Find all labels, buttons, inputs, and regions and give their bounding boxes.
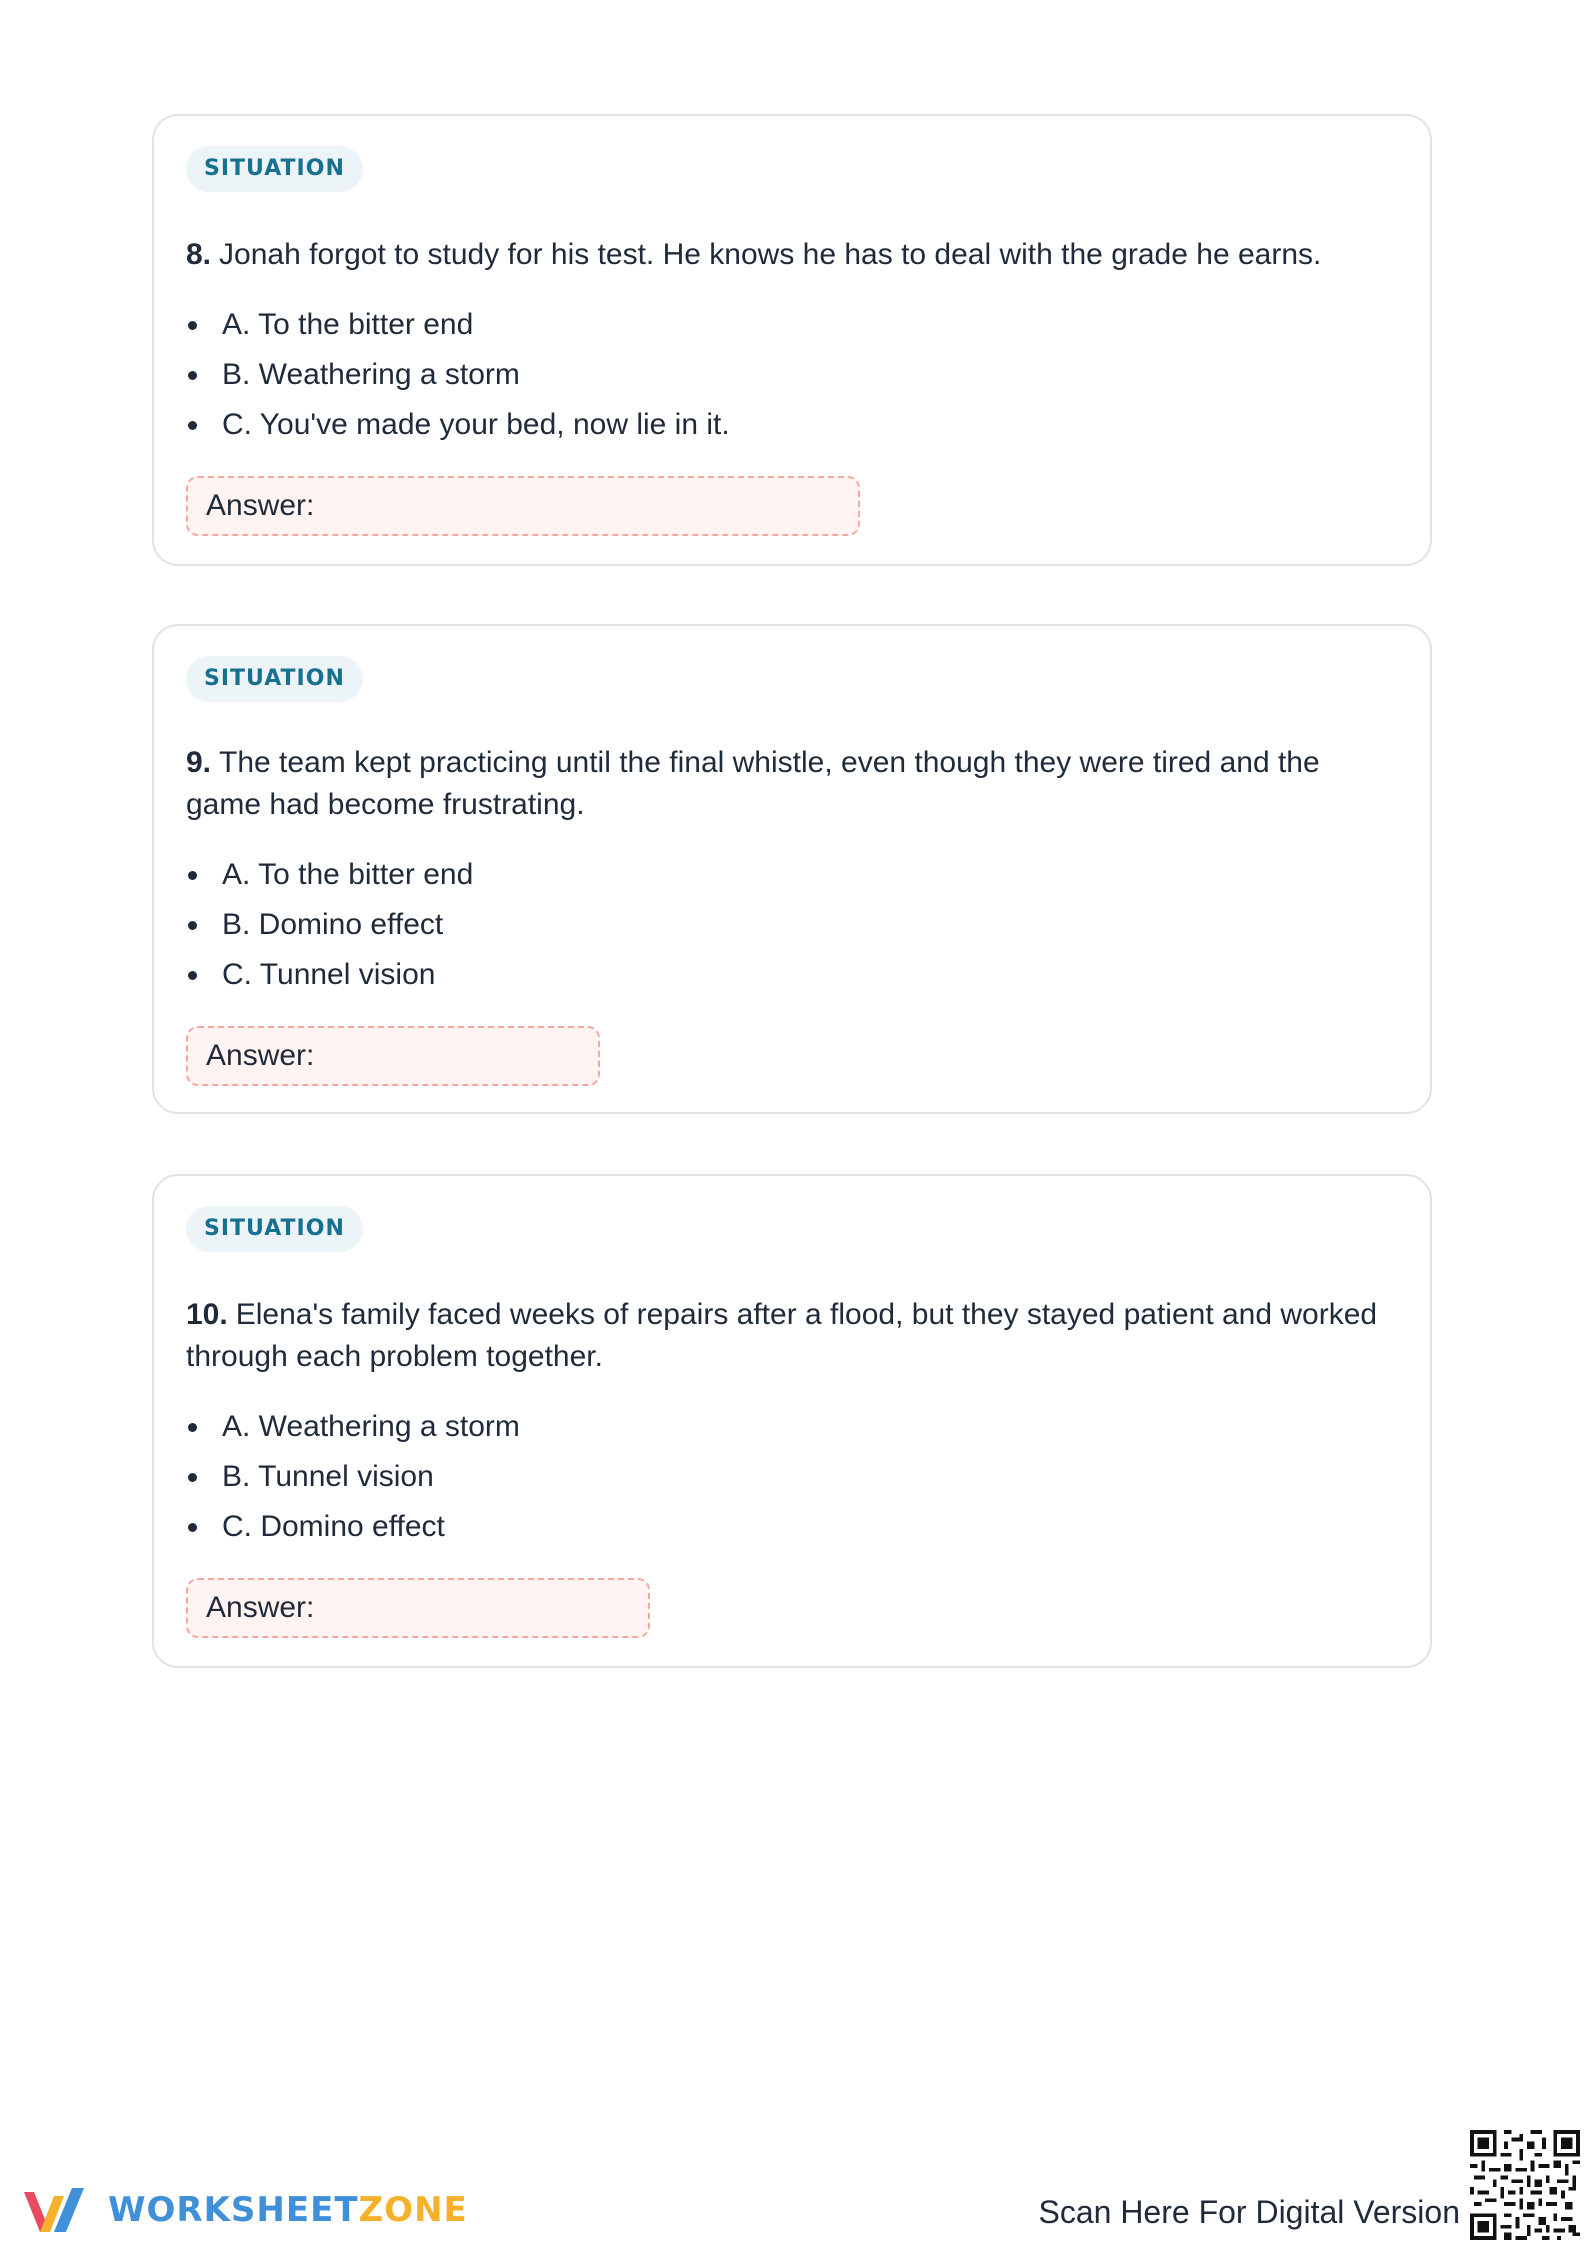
answer-field[interactable]: Answer: xyxy=(186,476,860,536)
answer-field[interactable]: Answer: xyxy=(186,1578,650,1638)
question-text xyxy=(186,1294,1390,1378)
bullet-icon xyxy=(188,321,197,330)
option-label: B. Tunnel vision xyxy=(222,1460,434,1493)
option-item xyxy=(186,350,730,400)
bullet-icon xyxy=(188,1473,197,1482)
bullet-icon xyxy=(188,921,197,930)
situation-badge: SITUATION xyxy=(186,146,363,192)
brand-name xyxy=(108,2190,468,2230)
option-label: A. Weathering a storm xyxy=(222,1410,520,1443)
bullet-icon xyxy=(188,421,197,430)
option-item xyxy=(186,300,730,350)
answer-field[interactable]: Answer: xyxy=(186,1026,600,1086)
option-item xyxy=(186,1402,520,1452)
bullet-icon xyxy=(188,871,197,880)
question-body: Jonah forgot to study for his test. He knows he has to deal with the grade he earns. xyxy=(219,238,1322,271)
options-list xyxy=(186,1402,520,1552)
question-text xyxy=(186,234,1390,276)
bullet-icon xyxy=(188,371,197,380)
option-label: C. Tunnel vision xyxy=(222,958,436,991)
question-card-10 xyxy=(152,1174,1432,1668)
worksheetzone-logo-icon xyxy=(20,2182,94,2238)
option-item xyxy=(186,400,730,450)
question-card-8 xyxy=(152,114,1432,566)
option-label: B. Weathering a storm xyxy=(222,358,520,391)
scan-instruction: Scan Here For Digital Version xyxy=(1038,2194,1460,2230)
situation-badge: SITUATION xyxy=(186,1206,363,1252)
brand-part-worksheet: WORKSHEET xyxy=(108,2190,359,2230)
options-list xyxy=(186,300,730,450)
option-item xyxy=(186,950,473,1000)
bullet-icon xyxy=(188,971,197,980)
option-item xyxy=(186,1452,520,1502)
question-number: 9. xyxy=(186,746,212,779)
options-list xyxy=(186,850,473,1000)
option-label: A. To the bitter end xyxy=(222,858,474,891)
worksheetzone-logo[interactable] xyxy=(20,2180,468,2240)
question-text xyxy=(186,742,1390,826)
option-item xyxy=(186,900,473,950)
option-label: C. You've made your bed, now lie in it. xyxy=(222,408,730,441)
option-label: C. Domino effect xyxy=(222,1510,445,1543)
option-item xyxy=(186,1502,520,1552)
situation-badge: SITUATION xyxy=(186,656,363,702)
question-card-9 xyxy=(152,624,1432,1114)
question-number: 10. xyxy=(186,1298,228,1331)
option-label: A. To the bitter end xyxy=(222,308,474,341)
qr-code-icon[interactable] xyxy=(1470,2130,1580,2240)
bullet-icon xyxy=(188,1423,197,1432)
brand-part-zone: ZONE xyxy=(358,2190,468,2230)
question-number: 8. xyxy=(186,238,212,271)
option-label: B. Domino effect xyxy=(222,908,444,941)
option-item xyxy=(186,850,473,900)
bullet-icon xyxy=(188,1523,197,1532)
question-body: The team kept practicing until the final whistle, even though they were tired and the game had become frustrating. xyxy=(186,746,1320,821)
question-body: Elena's family faced weeks of repairs after a flood, but they stayed patient and worked through each problem together. xyxy=(186,1298,1378,1373)
